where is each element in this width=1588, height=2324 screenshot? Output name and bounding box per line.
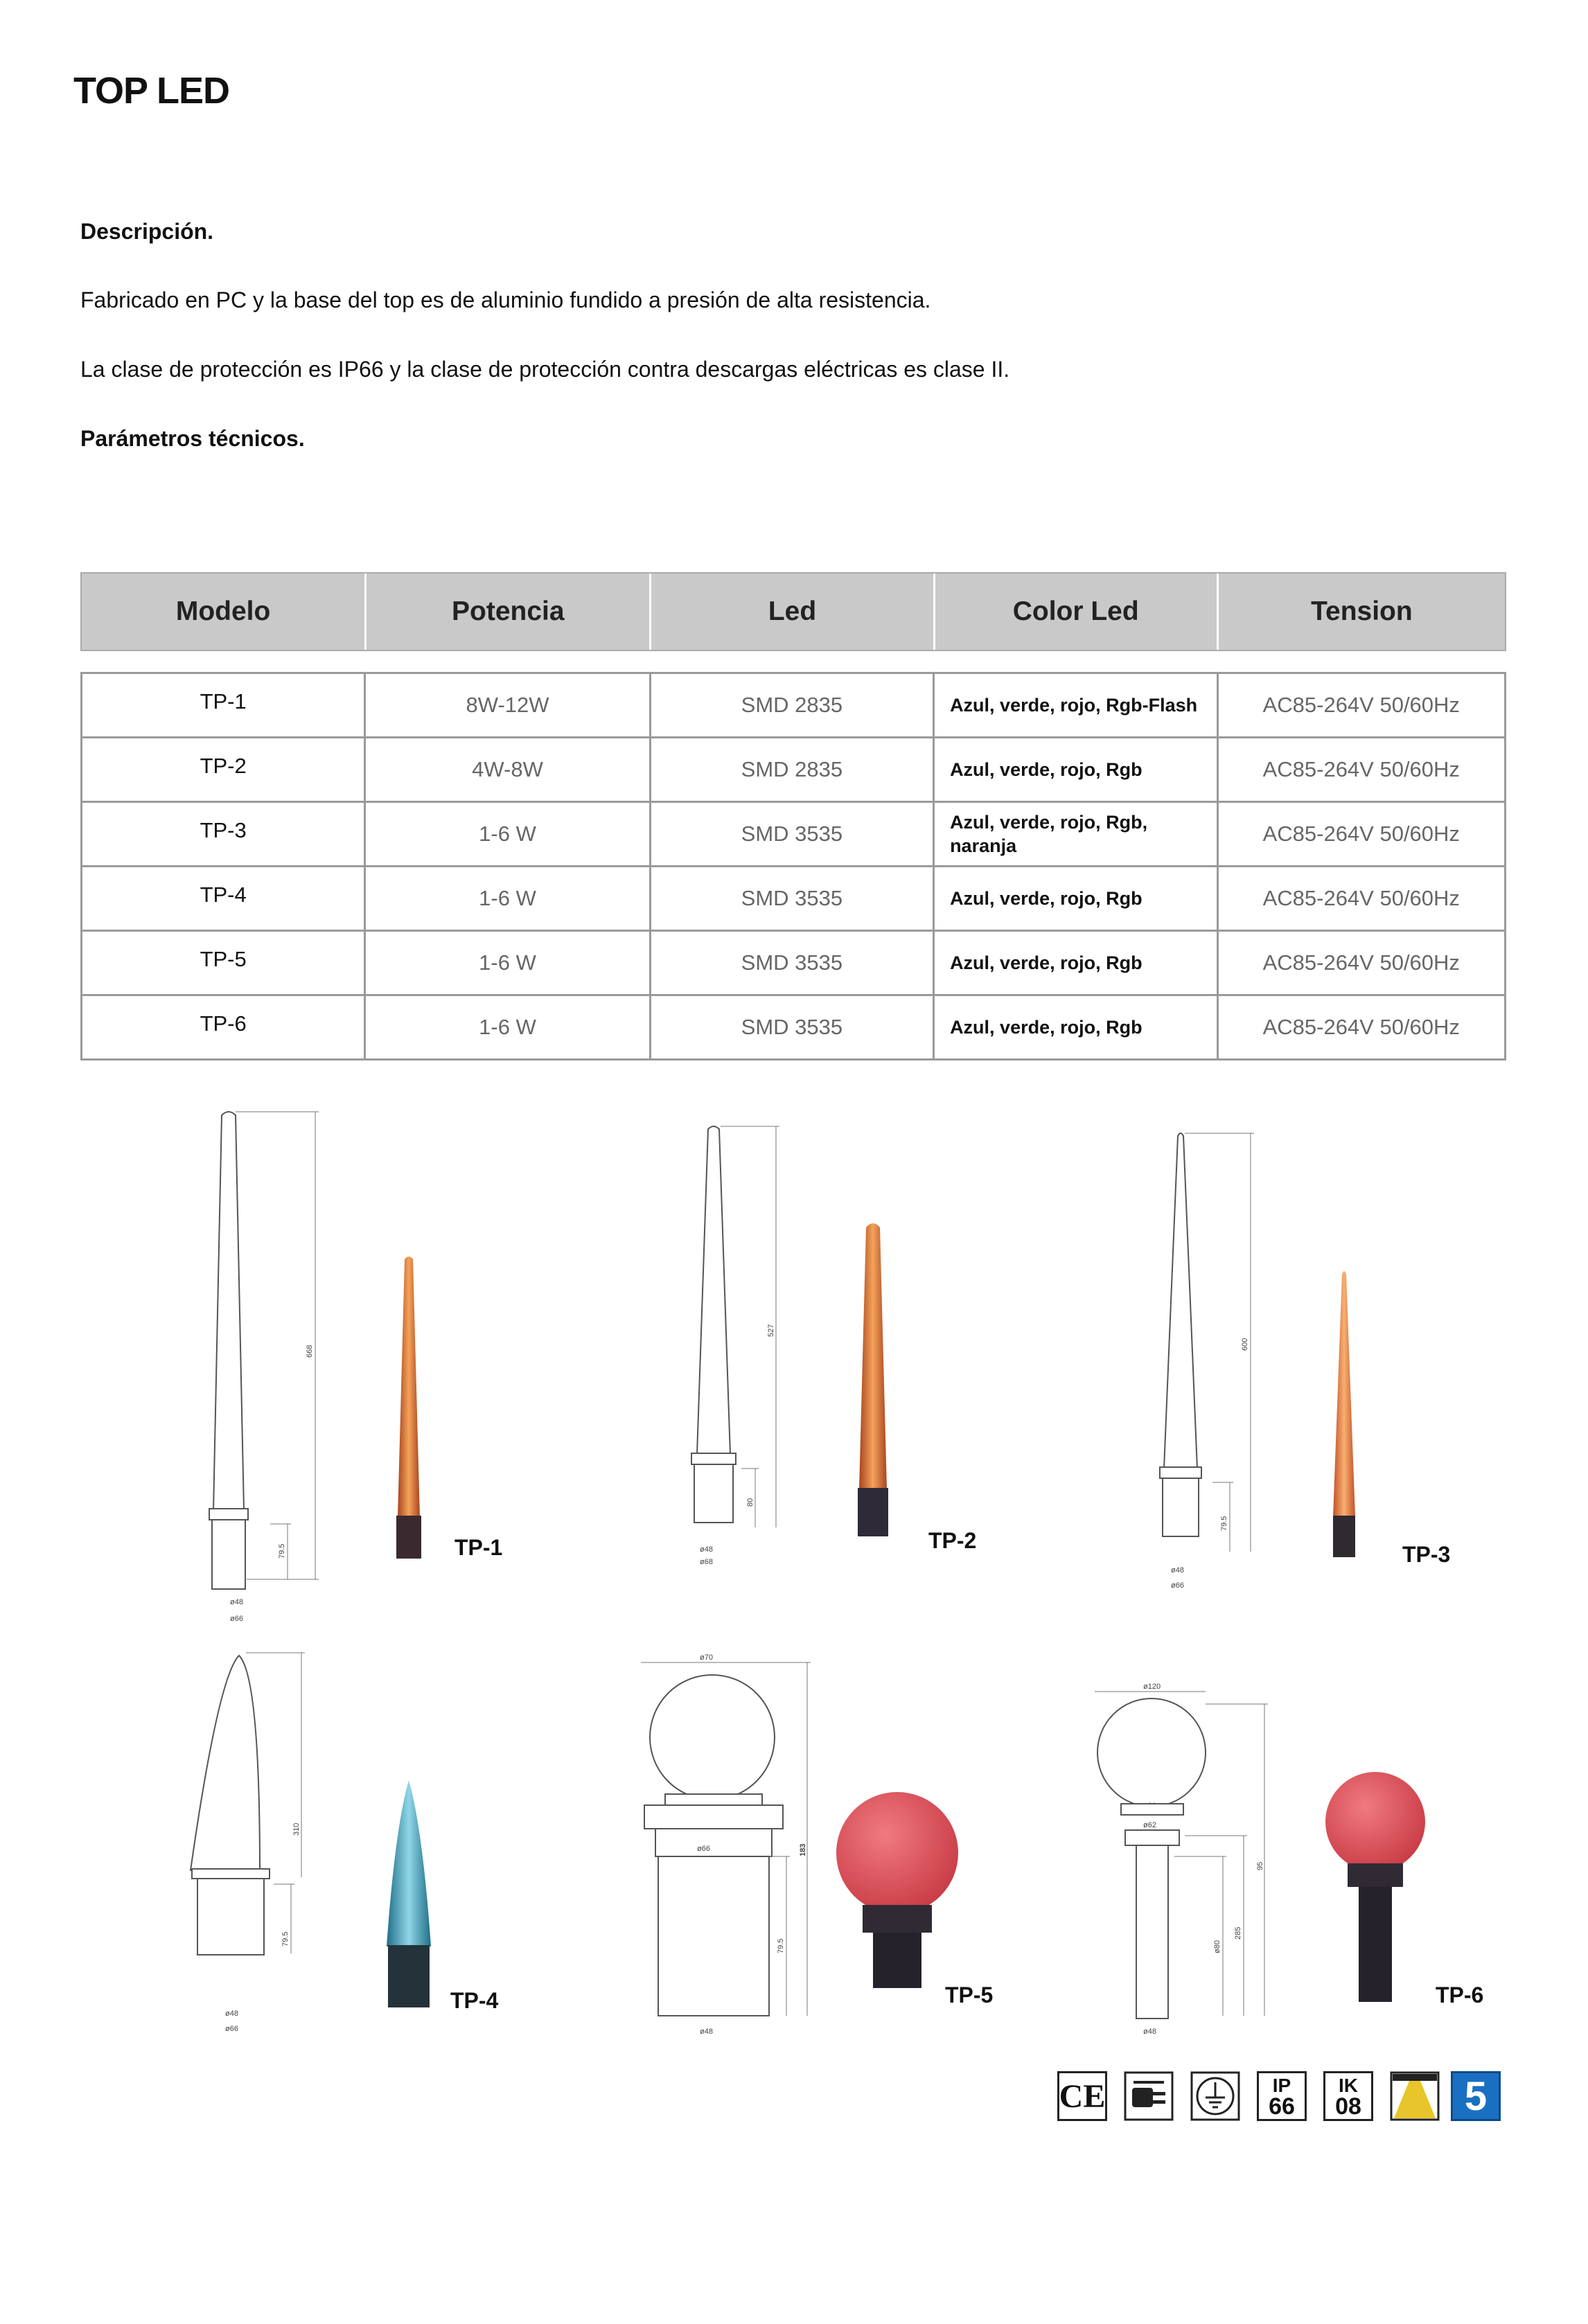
tp6-dim-d48: ø48 [1143,2028,1156,2036]
cell-color: Azul, verde, rojo, Rgb [934,931,1217,995]
table-row [82,931,1506,995]
tp3-label: TP-3 [1402,1542,1451,1567]
tp1-photo [381,1254,436,1572]
table-row [82,995,1506,1060]
tp2-dim-base: 80 [746,1498,755,1507]
cell-tension: AC85-264V 50/60Hz [1217,995,1505,1060]
cell-model: TP-2 [82,738,365,802]
tp3-dim-base: 79.5 [1220,1516,1228,1531]
params-heading: Parámetros técnicos. [80,426,305,451]
tp5-dim-d66: ø66 [697,1845,710,1853]
cell-color: Azul, verde, rojo, Rgb [934,738,1217,802]
cell-model: TP-5 [82,931,365,995]
tp4-drawing [184,1649,322,2043]
tp3-photo [1316,1268,1372,1572]
cell-power: 8W-12W [365,673,650,738]
table-row [82,738,1506,802]
tp1-dim-d66: ø66 [230,1615,243,1623]
cell-tension: AC85-264V 50/60Hz [1217,931,1505,995]
cell-color: Azul, verde, rojo, Rgb-Flash [934,673,1217,738]
cell-led: SMD 3535 [650,931,933,995]
warranty-5-years-icon: 5 [1451,2071,1501,2121]
cell-color: Azul, verde, rojo, Rgb [934,867,1217,931]
cell-power: 1-6 W [365,995,650,1060]
tp2-dim-height: 527 [767,1324,775,1337]
ce-mark-icon: CE [1057,2071,1107,2121]
tp3-dim-d48: ø48 [1171,1566,1184,1575]
class-ii-plug-icon [1124,2071,1174,2121]
spec-table [80,672,1506,1061]
tp5-dim-base: 79.5 [777,1938,785,1953]
cell-color: Azul, verde, rojo, Rgb [934,995,1217,1060]
header-modelo: Modelo [82,574,367,650]
table-row [82,802,1506,867]
description-paragraph-2: La clase de protección es IP66 y la clase de protección contra descargas eléctricas es clase II. [80,357,1010,382]
cell-led: SMD 2835 [650,738,933,802]
tp2-photo [845,1219,901,1552]
tp3-drawing [1136,1129,1275,1600]
cell-model: TP-6 [82,995,365,1060]
cell-tension: AC85-264V 50/60Hz [1217,867,1505,931]
tp4-dim-d66: ø66 [225,2025,238,2033]
cell-tension: AC85-264V 50/60Hz [1217,738,1505,802]
tp5-dim-d48: ø48 [700,2028,713,2036]
table-row [82,673,1506,738]
cell-model: TP-3 [82,802,365,867]
tp4-dim-height: 310 [292,1822,301,1836]
cell-power: 1-6 W [365,867,650,931]
header-led: Led [651,574,935,650]
tp4-photo [374,1773,443,2016]
tp2-dim-d68: ø68 [700,1558,713,1566]
tp6-drawing [1088,1676,1282,2043]
tp5-dim-height: 183 [799,1843,807,1856]
page-title: TOP LED [73,70,230,112]
table-row [82,867,1506,931]
tp4-dim-base: 79.5 [281,1931,290,1946]
tp3-dim-height: 600 [1241,1338,1249,1351]
ip-text: IP [1272,2075,1291,2096]
tp5-dim-globe: ø70 [700,1653,713,1662]
table-header [80,572,1506,651]
tp6-label: TP-6 [1436,1983,1484,2007]
cell-led: SMD 3535 [650,995,933,1060]
cell-led: SMD 3535 [650,867,933,931]
cell-color: Azul, verde, rojo, Rgb, naranja [934,802,1217,867]
tp5-drawing [630,1649,852,2043]
ik-rating: 08 [1335,2093,1361,2120]
description-paragraph-1: Fabricado en PC y la base del top es de aluminio fundido a presión de alta resistencia. [80,287,931,312]
header-potencia: Potencia [367,574,651,650]
tp2-dim-d48: ø48 [700,1545,713,1554]
tp5-photo [835,1787,960,1995]
cell-model: TP-1 [82,673,365,738]
tp1-drawing [187,1108,339,1635]
cell-led: SMD 2835 [650,673,933,738]
light-beam-icon [1390,2071,1440,2121]
cell-tension: AC85-264V 50/60Hz [1217,802,1505,867]
header-color-led: Color Led [935,574,1219,650]
header-tension: Tension [1311,596,1413,626]
tp1-dim-d48: ø48 [230,1598,243,1606]
cell-power: 4W-8W [365,738,650,802]
description-heading: Descripción. [80,219,214,244]
cell-power: 1-6 W [365,931,650,995]
cell-power: 1-6 W [365,802,650,867]
tp2-label: TP-2 [928,1528,977,1553]
tp3-dim-d66: ø66 [1171,1581,1184,1590]
tp6-dim-285: 285 [1234,1926,1242,1940]
ik08-icon [1323,2071,1373,2121]
tp5-label: TP-5 [945,1983,994,2007]
tp6-photo [1320,1759,1431,2009]
cell-model: TP-4 [82,867,365,931]
tp6-dim-globe: ø120 [1143,1683,1161,1691]
ground-symbol-icon [1190,2071,1240,2121]
tp1-dim-base: 79.5 [278,1543,286,1559]
tp4-label: TP-4 [450,1988,499,2013]
cell-tension: AC85-264V 50/60Hz [1217,673,1505,738]
cell-led: SMD 3535 [650,802,933,867]
ip-rating: 66 [1269,2093,1295,2120]
tp6-dim-height: 95 [1256,1861,1264,1870]
tp1-dim-height: 668 [306,1345,314,1358]
tp2-drawing [665,1122,804,1579]
tp6-dim-d80: ø80 [1213,1940,1221,1953]
tp1-label: TP-1 [455,1535,503,1560]
tp4-dim-d48: ø48 [225,2010,238,2018]
tp6-dim-d62: ø62 [1143,1821,1156,1829]
ik-text: IK [1339,2075,1358,2096]
ip66-icon [1257,2071,1307,2121]
